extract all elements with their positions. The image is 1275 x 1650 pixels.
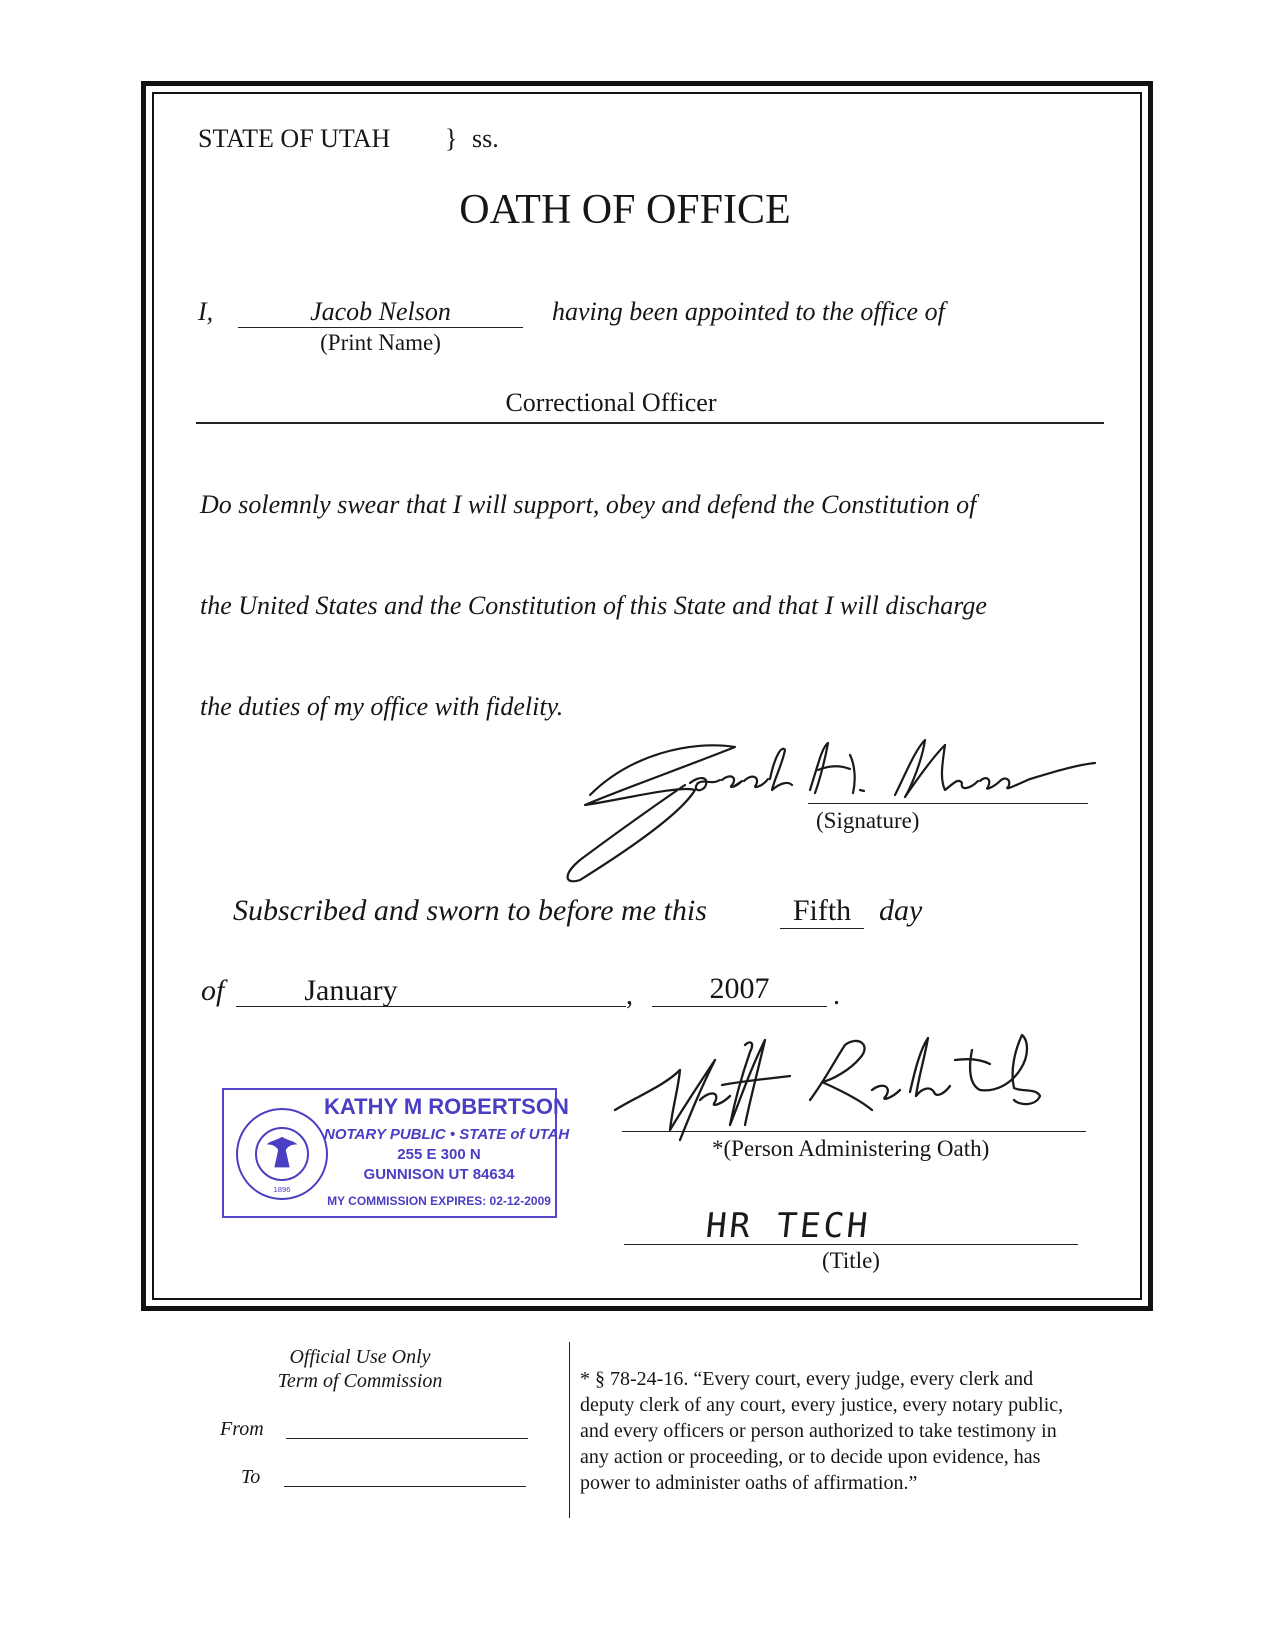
venue-ss: ss.: [472, 124, 499, 153]
statute-line-2: deputy clerk of any court, every justice, every notary public,: [580, 1394, 1064, 1416]
official-use-heading: Official Use Only: [289, 1346, 431, 1368]
sworn-lead: Subscribed and sworn to before me this: [233, 894, 707, 927]
sworn-year-line: [652, 1006, 827, 1007]
state-seal-icon: [236, 1108, 328, 1200]
sworn-year-value: 2007: [709, 972, 770, 1005]
oath-text-line-2: the United States and the Constitution of this State and that I will discharge: [200, 591, 987, 620]
oath-text-line-1: Do solemnly swear that I will support, obey and defend the Constitution of: [200, 490, 977, 519]
sworn-day-word: day: [879, 894, 923, 927]
sworn-month-line: [236, 1006, 626, 1007]
sworn-day-line: [780, 928, 864, 929]
notary-name: KATHY M ROBERTSON: [324, 1094, 569, 1119]
sworn-period: .: [833, 980, 840, 1011]
print-name-line: [238, 327, 523, 328]
from-label: From: [220, 1418, 264, 1440]
notary-expiry: MY COMMISSION EXPIRES: 02-12-2009: [327, 1194, 551, 1208]
notary-role: NOTARY PUBLIC • STATE of UTAH: [324, 1126, 570, 1143]
seal-year: 1896: [273, 1185, 291, 1195]
statute-line-1: * § 78-24-16. “Every court, every judge, every clerk and: [580, 1368, 1034, 1390]
page-title: OATH OF OFFICE: [459, 187, 791, 233]
to-label: To: [241, 1466, 261, 1488]
print-name-caption: (Print Name): [320, 330, 441, 355]
notary-address-2: GUNNISON UT 84634: [363, 1166, 515, 1183]
signature-line: [808, 803, 1088, 804]
sworn-day-value: Fifth: [792, 894, 852, 927]
title-line: [624, 1244, 1078, 1245]
print-name-value: Jacob Nelson: [310, 297, 451, 326]
footer-divider: [569, 1342, 570, 1518]
sworn-of: of: [201, 974, 225, 1007]
notary-stamp: [222, 1088, 570, 1218]
administrator-title-value: HR TECH: [703, 1206, 873, 1246]
oath-pronoun: I,: [198, 297, 214, 326]
office-value: Correctional Officer: [505, 388, 717, 417]
venue-brace: }: [445, 124, 458, 153]
oath-text-line-3: the duties of my office with fidelity.: [200, 692, 564, 721]
sworn-comma: ,: [626, 980, 633, 1011]
to-line: [284, 1486, 526, 1487]
office-line: [196, 422, 1104, 424]
statute-line-4: any action or proceeding, or to decide upon evidence, has: [580, 1446, 1041, 1468]
venue-state: STATE OF UTAH: [198, 124, 391, 153]
title-caption: (Title): [822, 1248, 880, 1273]
sworn-month-value: January: [304, 974, 398, 1007]
term-of-commission-heading: Term of Commission: [277, 1370, 443, 1392]
signature-caption: (Signature): [816, 808, 920, 833]
from-line: [286, 1438, 528, 1439]
statute-line-5: power to administer oaths of affirmation.”: [580, 1472, 918, 1494]
notary-address-1: 255 E 300 N: [397, 1146, 481, 1163]
statute-line-3: and every officers or person authorized to take testimony in: [580, 1420, 1057, 1442]
administrator-caption: *(Person Administering Oath): [712, 1136, 990, 1161]
appointment-phrase: having been appointed to the office of: [552, 297, 945, 326]
administrator-signature-line: [622, 1131, 1086, 1132]
